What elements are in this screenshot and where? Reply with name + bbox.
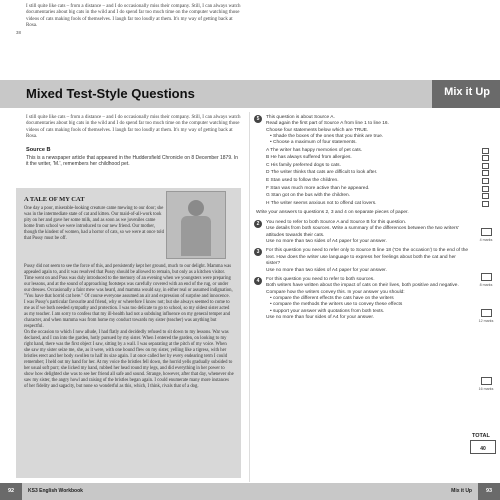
option-f: F Stan was much more active than he appeared. <box>266 185 471 193</box>
total-label: TOTAL <box>472 433 490 439</box>
bullet: • compare the different effects the cats have on the writers <box>270 296 394 302</box>
marks-box[interactable] <box>481 309 492 317</box>
line-number: 38 <box>16 30 21 35</box>
question-extra: Use no more than two sides of A4 paper for your answer. <box>266 239 387 244</box>
page-title: Mixed Test-Style Questions <box>26 86 195 101</box>
article-paragraph: I was Pussy's particular favourite and friend, why or wherefore I know not; but she always seemed to come to me as if we both needed sympathy and protection. I was too delicate to go to school, so my oldest sister acted as my teacher. I am sorry to confess that my ill-health had not a subduing influence on my general temper and character, and when mamma was from home my conduct towards my sister (teacher) was anything but respectful. <box>24 300 231 329</box>
question-number: 3 <box>254 248 262 256</box>
marks-label: 4 marks <box>479 238 493 242</box>
question-sub: Use details from both sources. Write a summary of the differences between the two writers' attitudes towards their cats. <box>266 226 459 238</box>
page-footer <box>0 483 500 500</box>
option-g: G Stan got on the bus with the children. <box>266 192 471 200</box>
article-body-top <box>24 206 164 242</box>
left-page <box>26 115 241 167</box>
question-4 <box>256 277 471 321</box>
question-text: For this question you need to refer only to Source B line 18 ('On the occasion') to the end of the text. How does the writer use language to express her feelings about both the cat and her sister? <box>266 248 469 267</box>
question-sub: Read again the first part of Source A from line 1 to line 16. <box>266 121 389 127</box>
source-b-intro: This is a newspaper article that appeared in the Huddersfield Chronicle on 8 December 1879. In it the writer, 'M.', remembers her childhood pet. <box>26 154 239 167</box>
question-instruction: Choose four statements below which are TRUE. <box>266 127 369 133</box>
question-number: 4 <box>254 277 262 285</box>
right-page-number: 93 <box>478 483 500 500</box>
bullet: • compare the methods the writers use to convey these effects <box>270 302 403 308</box>
article-paragraph: On the occasion to which I now allude, I had flatly and decidedly refused to sit down to my lessons. War was declared, and I ran into the garden, hotly pursued by my sister. When I entered the garden, on looking to my right hand, there was the first object I saw, sitting by a wall. I was separating at the pitch of my voice. When she saw my sister seize me, she, as it were, with one bound flew on my sister, yelling like a tigress, with her bristles erect and her body swollen to half its size again. I at once called her by every endearing term I could remember; I held out my hand for her. At my voice the bristles fell down, the horrid yells gradually subsided to her usual soft purr; she licked my hand, rubbed her head round my legs, and did everything in her power to show how delighted she was to see her friend all safe and sound. Strange, however, after that day, whenever she saw my sister, the angry howl and raising of the bristles began again. I could enumerate many more instances of her fidelity and sagacity, but none so wonderful as this, which, I think, rivals that of a dog. <box>24 330 234 389</box>
right-footer-text: Mix it Up <box>451 488 472 494</box>
bullet: • support your answer with quotations from both texts. <box>270 308 385 314</box>
article-paragraph: One day a poor, miserable-looking creature came mewing to our door; she was in the intermediate state of cat and kitten. Our maid-of-all-work took pity on her and gave her some milk, and as soon as we juveniles came home from school we were introduced to our new friend. Our mother, though the kindest of women, had a horror of cats, so we were at once told that Pussy must be off. <box>24 206 164 241</box>
answer-checkbox[interactable] <box>482 193 489 199</box>
marks-label: 12 marks <box>478 319 494 323</box>
bullet: • Shade the boxes of the ones that you think are true. <box>270 134 384 140</box>
question-number: 2 <box>254 220 262 228</box>
girl-with-cat-illustration <box>166 191 226 259</box>
question-1 <box>256 115 471 207</box>
previous-page-strip <box>0 0 500 72</box>
left-footer-text: KS3 English Workbook <box>28 488 83 494</box>
option-e: E Stan used to follow the children. <box>266 177 471 185</box>
tab-label: Mix it Up <box>444 86 490 98</box>
marks-box[interactable] <box>481 273 492 281</box>
instruction <box>256 210 471 216</box>
source-b-label: Source B <box>26 146 51 153</box>
page-gutter <box>249 112 250 482</box>
article-body-main <box>24 264 234 390</box>
previous-page-text: I still quite like cats – from a distance – and I do occasionally miss their company. Still, I can always watch documentaries about big cats in the wild and I do spend far too much time on the computer watching those videos of cats making fools of themselves. I laugh far too loudly at them. It's my way of getting back at Rosa. <box>26 4 241 29</box>
question-instruction: Compare how the writers convey this. In your answer you should: <box>266 289 405 295</box>
source-a-ending: I still quite like cats – from a distance – and I do occasionally miss their company. Still, I can always watch documentaries about big cats in the wild and I do spend far too much time on the computer watching those videos of cats making fools of themselves. I laugh far too loudly at them. It's my way of getting back at Rosa. <box>26 115 241 140</box>
right-page <box>256 115 471 324</box>
mix-it-up-tab <box>432 80 500 108</box>
answer-checkbox[interactable] <box>482 178 489 184</box>
total-box[interactable] <box>470 440 496 454</box>
option-c: C His family preferred dogs to cats. <box>266 162 471 170</box>
newspaper-article <box>16 188 241 478</box>
question-sub: Both writers have written about the impact of cats on their lives, both positive and negative. <box>266 283 459 289</box>
option-d: D The writer thinks that cats are difficult to look after. <box>266 169 471 177</box>
answer-checkbox[interactable] <box>482 170 489 176</box>
option-b: B He has always suffered from allergies. <box>266 154 471 162</box>
question-extra: Use no more than four sides of A4 for your answer. <box>266 314 374 320</box>
question-text: For this question you need to refer to both sources. <box>266 277 375 283</box>
question-2 <box>256 220 471 246</box>
marks-label: 8 marks <box>479 283 493 287</box>
bullet: • Choose a maximum of four statements. <box>270 140 357 146</box>
option-a: A The writer has happy memories of pet cats. <box>266 147 471 155</box>
question-extra: Use no more than two sides of A4 paper for your answer. <box>266 267 387 273</box>
left-page-number: 92 <box>0 483 22 500</box>
answer-checkbox[interactable] <box>482 148 489 154</box>
article-title: A TALE OF MY CAT <box>24 196 85 203</box>
instruction-text: Write your answers to questions 2, 3 and 4 on separate pieces of paper. <box>256 210 409 216</box>
option-h: H The writer seems anxious not to offend cat lovers. <box>266 200 471 208</box>
marks-box[interactable] <box>481 377 492 385</box>
section-header <box>0 80 500 108</box>
question-number: 5 <box>254 115 262 123</box>
question-text: This question is about Source A. <box>266 115 335 120</box>
answer-checkbox[interactable] <box>482 201 489 207</box>
question-text: You need to refer to both Source A and Source B for this question. <box>266 219 407 225</box>
marks-label: 16 marks <box>478 387 494 391</box>
article-paragraph: Pussy did not seem to see the force of this, and persistently kept her ground, much to our delight. Mamma was appealed again to, and it was resolved that Pussy should be allowed to remain, but only as a kitchen visitor. Time went on and Puss was duly introduced to the memory of an evening when we youngsters were preparing our lessons, and at the sound of approaching footsteps was carefully covered with an end of the rug, or under our dresses. Occasionally a faint mew was heard, and mamma would say, in either real or assumed indignation, "You have that horrid cat here." Of course everyone assumed an air and expression of surprise and innocence. <box>24 264 233 299</box>
total-value: 40 <box>480 446 486 452</box>
question-3 <box>256 248 471 274</box>
marks-box[interactable] <box>481 228 492 236</box>
answer-checkbox[interactable] <box>482 163 489 169</box>
answer-checkbox[interactable] <box>482 186 489 192</box>
answer-checkbox[interactable] <box>482 155 489 161</box>
